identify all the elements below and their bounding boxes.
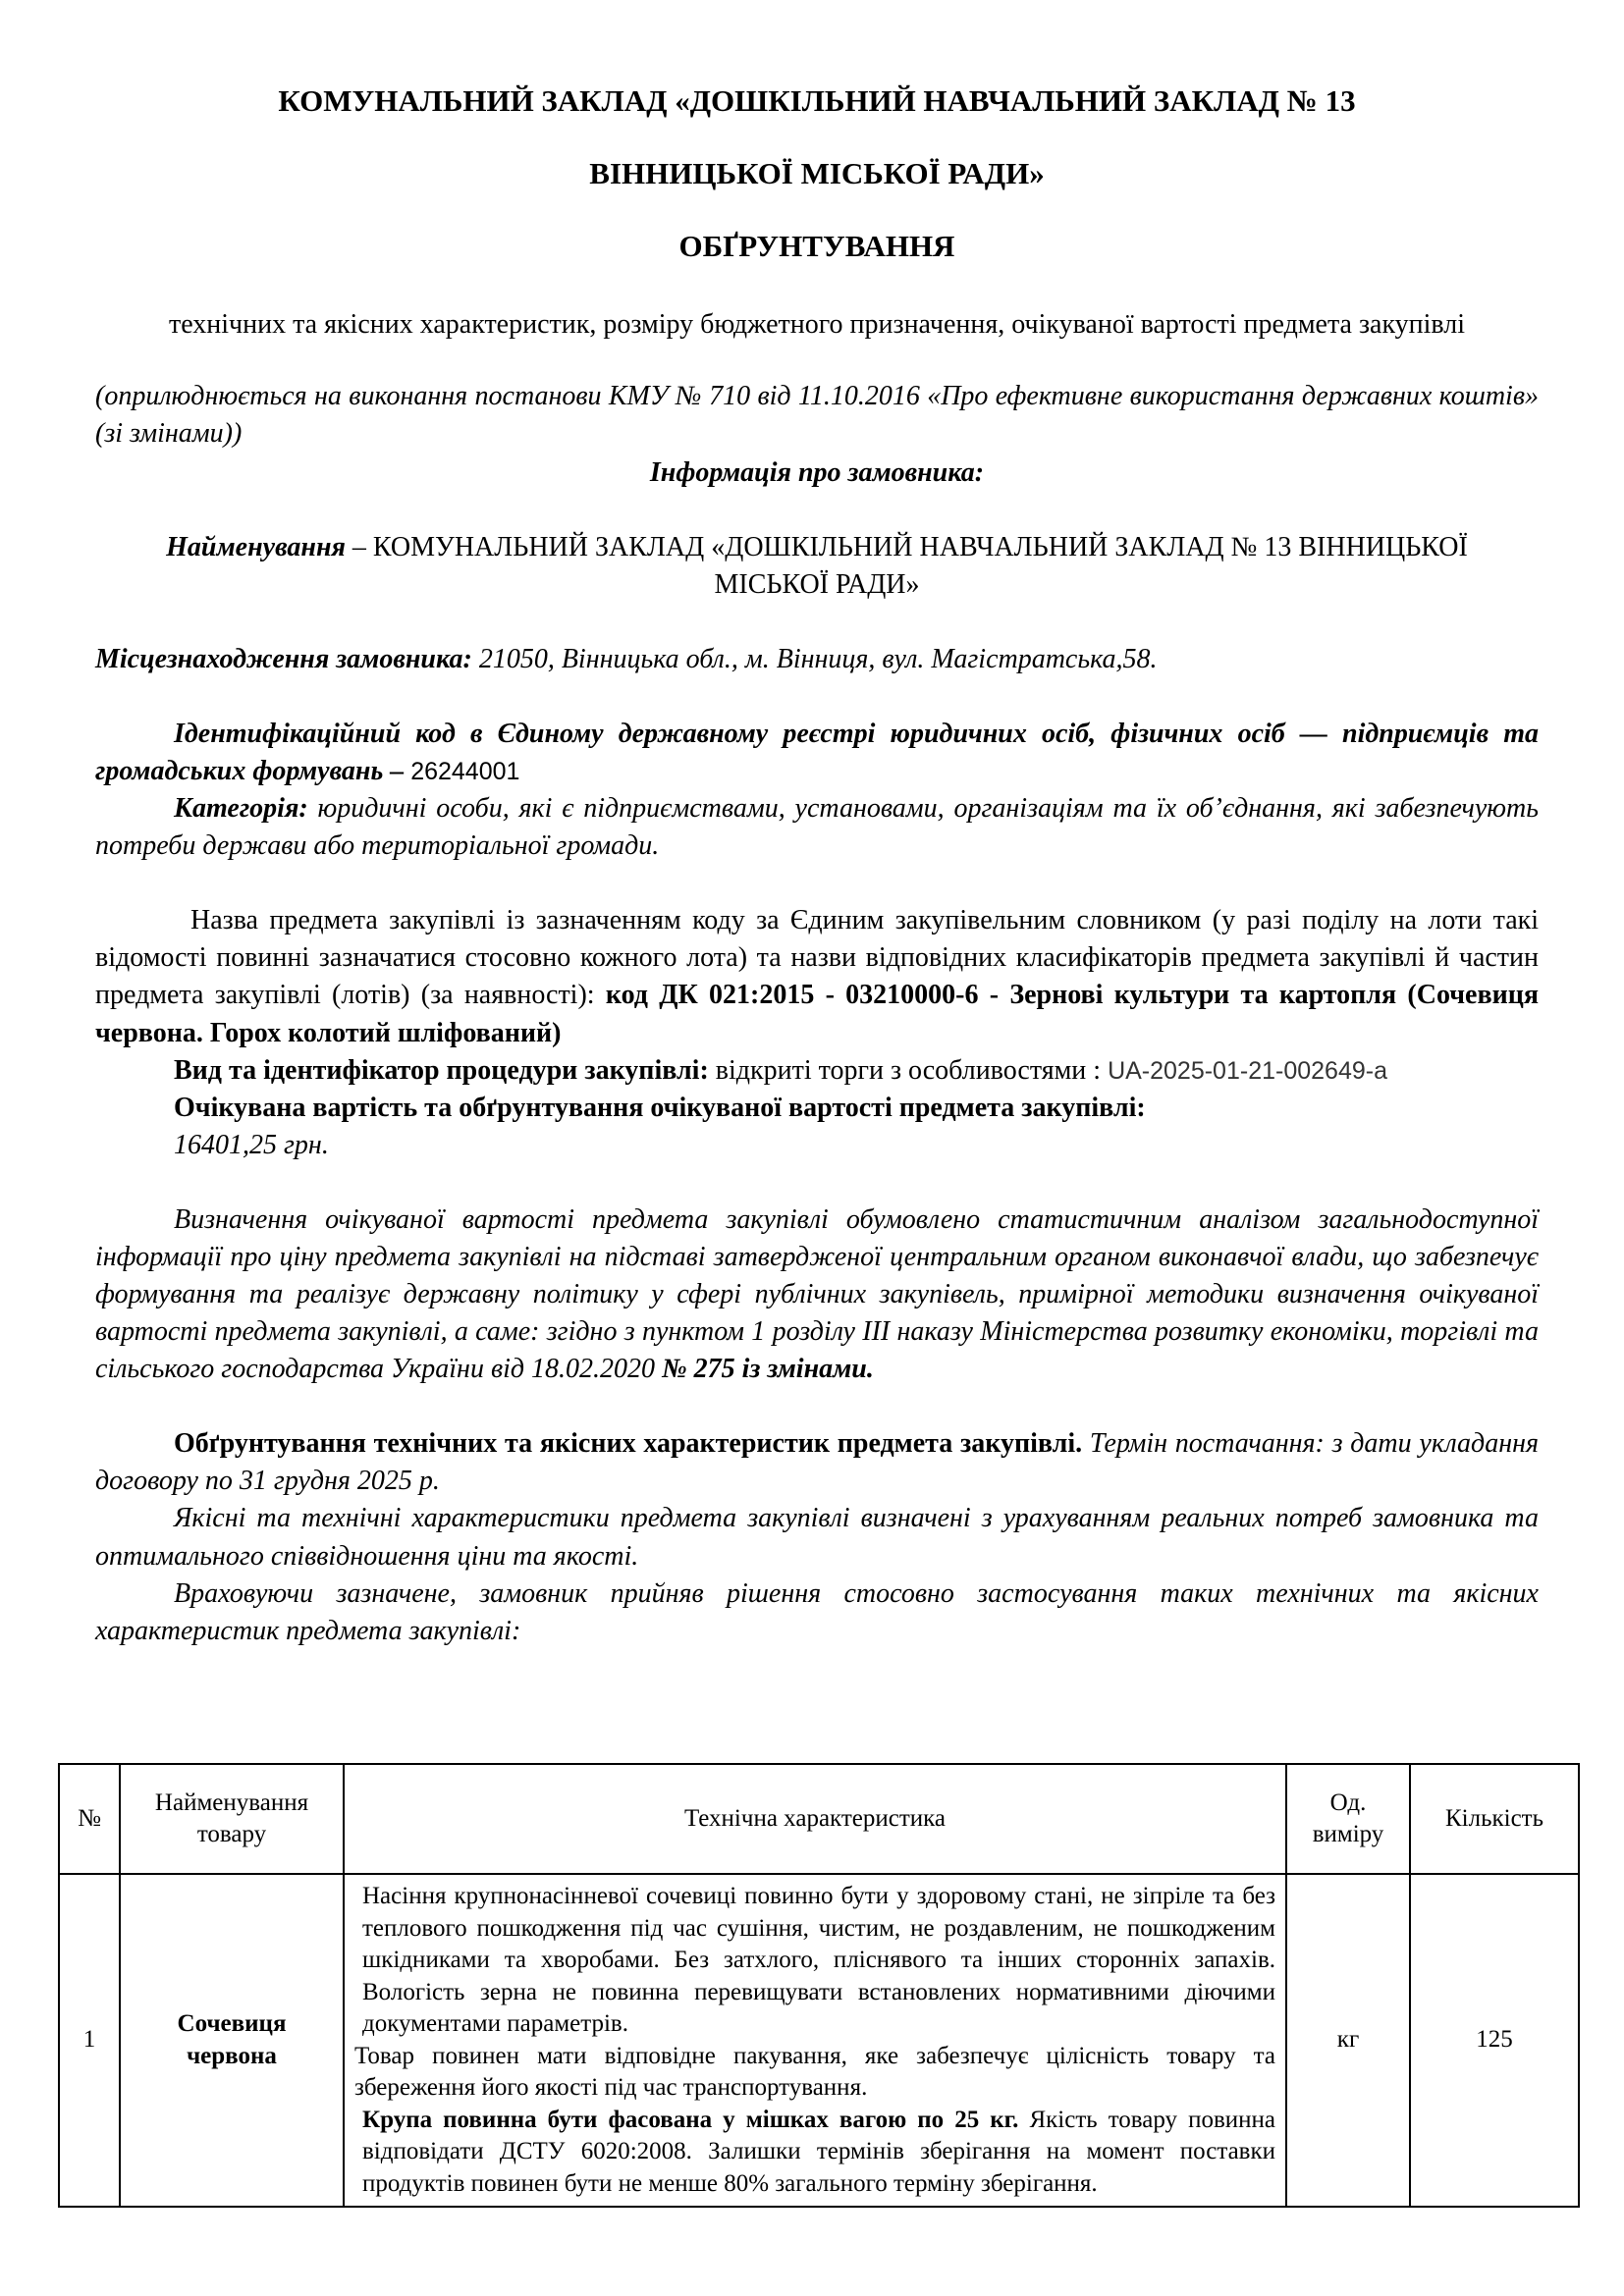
tech-heading: Обґрунтування технічних та якісних характеристик предмета закупівлі. [174,1428,1083,1460]
spec-paragraph-3 [354,2105,1275,2201]
col-header-number: № [59,1764,120,1874]
row-technical-spec [344,1874,1286,2207]
document-subtitle: технічних та якісних характеристик, розміру бюджетного призначення, очікуваної вартості предмета закупівлі [168,309,1466,341]
cost-justification-order: № 275 із змінами. [662,1354,874,1385]
goods-table [58,1763,1580,2208]
customer-id-code [95,716,1539,790]
table-header-row [59,1764,1579,1874]
col-header-quantity: Кількість [1410,1764,1579,1874]
procurement-subject-code: код ДК 021:2015 - 03210000-6 - Зернові культури та картопля (Сочевиця червона. Горох колотий шліфований) [95,980,1539,1048]
procedure-id: UA-2025-01-21-002649-a [1108,1056,1387,1085]
cost-justification-main: Визначення очікуваної вартості предмета закупівлі обумовлено статистичним аналізом загальнодоступної інформації про ціну предмета закупівлі на підставі затвердженої центральним органом виконавчої влади, що забезпечує формування та реалізує державну політику у сфері публічних закупівель, примірної методики визначення очікуваної вартості предмета закупівлі, а саме: згідно з пунктом 1 розділу ІІІ наказу Міністерства розвитку економіки, торгівлі та сільського господарства України від 18.02.2020 [95,1203,1539,1385]
expected-cost-heading: Очікувана вартість та обґрунтування очікуваної вартості предмета закупівлі: [174,1092,1146,1123]
spec-packaging: Крупа повинна бути фасована у мішках вагою по 25 кг. [362,2106,1019,2133]
cost-justification [95,1201,1539,1388]
procurement-subject-intro: Назва предмета закупівлі із зазначенням коду за Єдиним закупівельним словником (у разі поділу на лоти такі відомості повинні зазначатися стосовно кожного лота) та назви відповідних класифікаторів предмета закупівлі й частин предмета закупівлі (лотів) (за наявності): [95,905,1539,1011]
spec-quality: Якість товару повинна відповідати ДСТУ 6020:2008. Залишки термінів зберігання на момент поставки продуктів повинен бути не менше 80% загального терміну зберігання. [362,2106,1275,2197]
customer-info-heading: Інформація про замовника: [649,456,985,488]
delivery-term: Термін постачання: з дати укладання договору по 31 грудня 2025 р. [95,1428,1539,1497]
col-header-name: Найменування товару [120,1764,344,1874]
procedure-info [95,1052,1539,1090]
customer-location-value: 21050, Вінницька обл., м. Вінниця, вул. Магістратська,58. [471,643,1158,674]
row-product-name: Сочевиця червона [120,1874,344,2207]
customer-id-label: Ідентифікаційний код в Єдиному державному реєстрі юридичних осіб, фізичних осіб — підприємців та громадських формувань – [95,719,1539,787]
row-number: 1 [59,1874,120,2207]
col-header-unit: Од. виміру [1286,1764,1410,1874]
customer-category-value: юридичні особи, які є підприємствами, установами, організаціям та їх об’єднання, які забезпечують потреби держави або територіальної громади. [95,793,1539,862]
header-line-1: КОМУНАЛЬНИЙ ЗАКЛАД «ДОШКІЛЬНИЙ НАВЧАЛЬНИЙ ЗАКЛАД № 13 [278,83,1356,118]
document-title: ОБҐРУНТУВАННЯ [678,229,955,264]
document-page [95,69,1539,1650]
procedure-value: відкриті торги з особливостями : [708,1054,1109,1086]
customer-location-label: Місцезнаходження замовника: [95,643,472,674]
spec-paragraph-1: Насіння крупнонасінневої сочевиці повинно бути у здоровому стані, не зіпріле та без теплового пошкодження під час сушіння, чистим, не роздавленим, не пошкодженим шкідниками та хворобами. Без затхлого, пліснявого та інших сторонніх запахів. Вологість зерна не повинна перевищувати встановлених нормативними діючими документами параметрів. [362,1883,1275,2037]
publication-note: (оприлюднюється на виконання постанови КМУ № 710 від 11.10.2016 «Про ефективне використання державних коштів» (зі змінами)) [95,380,1539,449]
expected-cost-value: 16401,25 грн. [174,1129,329,1160]
customer-name-label: Найменування [166,531,346,562]
tech-justification [95,1425,1539,1500]
quality-note: Якісні та технічні характеристики предмета закупівлі визначені з урахуванням реальних потреб замовника та оптимального співвідношення ціни та якості. [95,1503,1539,1572]
customer-name-value: – КОМУНАЛЬНИЙ ЗАКЛАД «ДОШКІЛЬНИЙ НАВЧАЛЬНИЙ ЗАКЛАД № 13 ВІННИЦЬКОЇ МІСЬКОЇ РАДИ» [345,531,1468,600]
procedure-label: Вид та ідентифікатор процедури закупівлі: [174,1054,709,1086]
table-row [59,1874,1579,2207]
customer-name [95,529,1539,604]
procurement-subject [95,902,1539,1051]
customer-category-label: Категорія: [174,793,308,825]
row-unit: кг [1286,1874,1410,2207]
customer-category [95,790,1539,865]
header-line-2: ВІННИЦЬКОЇ МІСЬКОЇ РАДИ» [589,156,1045,191]
customer-id-value: 26244001 [404,758,520,786]
spec-paragraph-2: Товар повинен мати відповідне пакування, яке забезпечує цілісність товару та збереження його якості під час транспортування. [354,2042,1275,2101]
col-header-spec: Технічна характеристика [344,1764,1286,1874]
customer-location [95,641,1539,678]
row-quantity: 125 [1410,1874,1579,2207]
decision-note: Враховуючи зазначене, замовник прийняв рішення стосовно застосування таких технічних та якісних характеристик предмета закупівлі: [95,1577,1539,1646]
